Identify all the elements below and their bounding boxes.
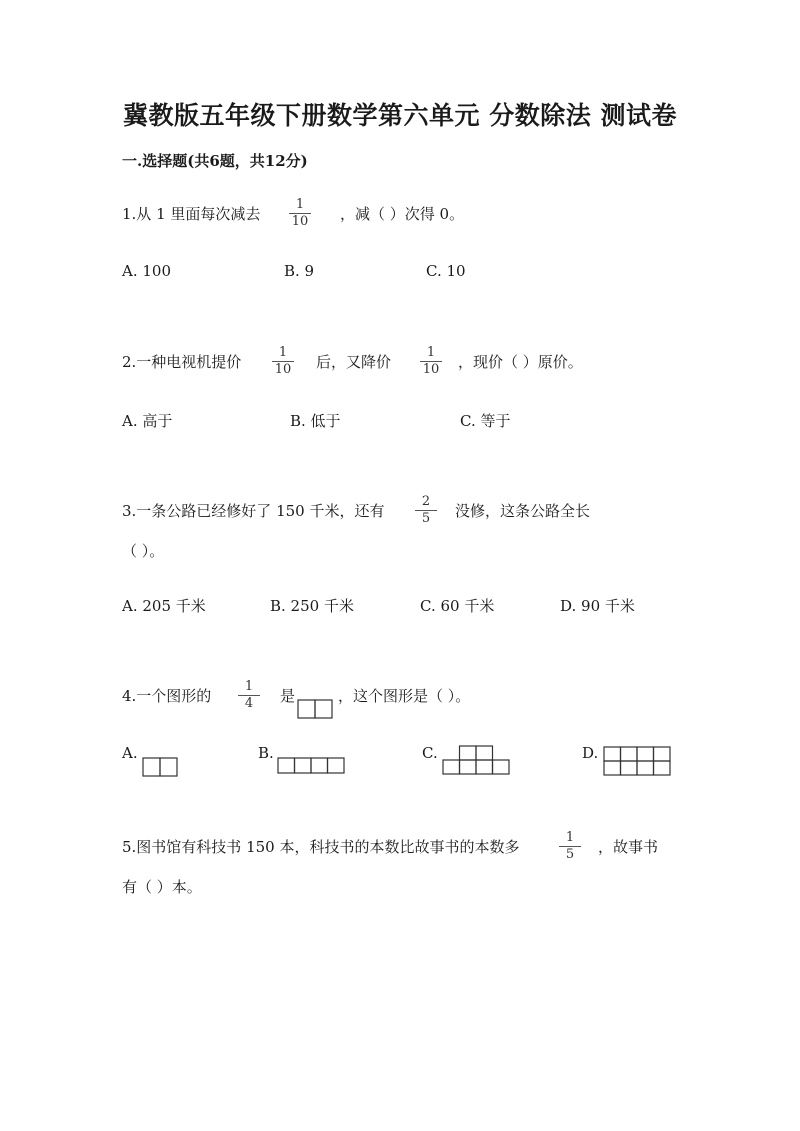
two-square-shape xyxy=(298,700,334,719)
option-a[interactable]: A. xyxy=(122,744,138,762)
option-c[interactable]: C. 等于 xyxy=(460,412,511,430)
fraction xyxy=(418,346,444,377)
numerator: 1 xyxy=(426,345,436,360)
question-text: 5.图书馆有科技书 150 本，科技书的本数比故事书的本数多 xyxy=(122,838,520,856)
question-text: ，故事书 xyxy=(598,838,659,856)
question-text: （ ）。 xyxy=(122,542,165,560)
numerator: 1 xyxy=(295,197,305,212)
option-c-shape xyxy=(443,746,511,776)
option-d[interactable]: D. xyxy=(582,744,599,762)
option-c[interactable]: C. 10 xyxy=(426,262,466,280)
option-a-shape xyxy=(143,758,179,777)
question-text: 有（ ）本。 xyxy=(122,878,202,896)
option-c[interactable]: C. 60 千米 xyxy=(420,597,495,615)
option-d-shape xyxy=(604,747,672,777)
page-title: 冀教版五年级下册数学第六单元 分数除法 测试卷 xyxy=(123,101,677,130)
question-text: 后，又降价 xyxy=(316,353,392,371)
question-text: ，减（ ）次得 0。 xyxy=(340,205,465,223)
option-a[interactable]: A. 205 千米 xyxy=(122,597,206,615)
question-text: ，这个图形是（ ）。 xyxy=(338,687,471,705)
question-text: 3.一条公路已经修好了 150 千米，还有 xyxy=(122,502,385,520)
question-text: 没修，这条公路全长 xyxy=(455,502,591,520)
option-b-shape xyxy=(278,758,346,775)
option-a[interactable]: A. 高于 xyxy=(122,412,173,430)
numerator: 1 xyxy=(565,830,575,845)
denominator: 4 xyxy=(244,696,254,711)
option-b[interactable]: B. 9 xyxy=(284,262,315,280)
fraction xyxy=(413,495,439,526)
denominator: 5 xyxy=(565,847,575,862)
option-b[interactable]: B. 250 千米 xyxy=(270,597,354,615)
fraction xyxy=(270,346,296,377)
option-a[interactable]: A. 100 xyxy=(122,262,171,280)
numerator: 1 xyxy=(244,679,254,694)
question-text: 2.一种电视机提价 xyxy=(122,353,242,371)
numerator: 2 xyxy=(421,494,431,509)
question-text: 是 xyxy=(280,687,296,705)
option-b[interactable]: B. 低于 xyxy=(290,412,341,430)
option-c[interactable]: C. xyxy=(422,744,438,762)
fraction xyxy=(287,198,313,229)
question-text: 1.从 1 里面每次减去 xyxy=(122,205,261,223)
option-b[interactable]: B. xyxy=(258,744,274,762)
fraction xyxy=(236,680,262,711)
question-text: ，现价（ ）原价。 xyxy=(458,353,583,371)
denominator: 10 xyxy=(422,362,440,377)
numerator: 1 xyxy=(278,345,288,360)
denominator: 10 xyxy=(291,214,309,229)
section-heading: 一.选择题(共6题，共12分) xyxy=(122,152,308,170)
option-d[interactable]: D. 90 千米 xyxy=(560,597,635,615)
denominator: 5 xyxy=(421,511,431,526)
question-text: 4.一个图形的 xyxy=(122,687,212,705)
denominator: 10 xyxy=(274,362,292,377)
fraction xyxy=(557,831,583,862)
